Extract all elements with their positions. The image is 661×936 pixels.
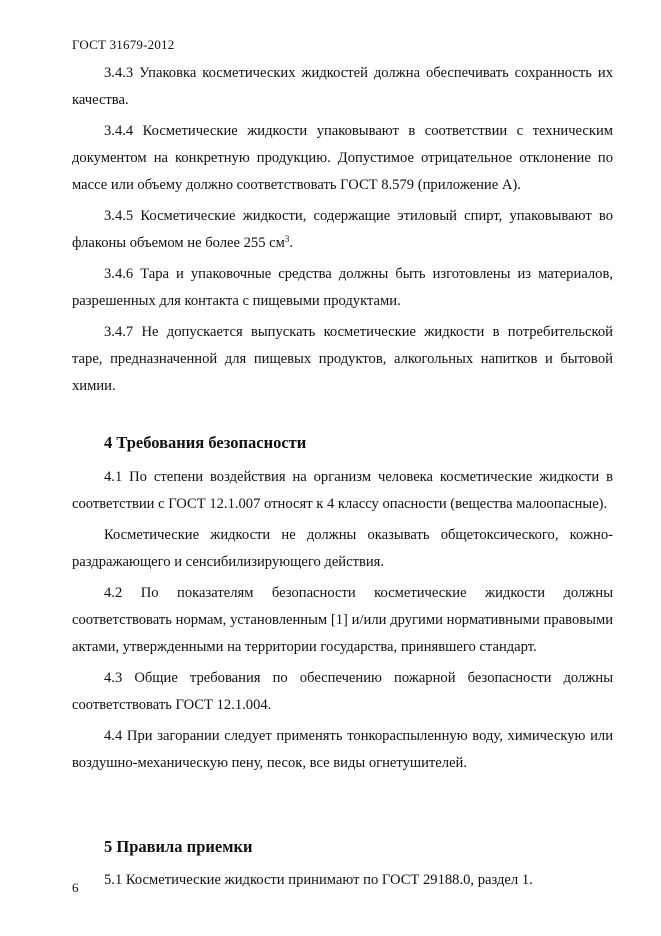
superscript-exponent: 3	[284, 234, 290, 244]
paragraph-3-4-3: 3.4.3 Упаковка косметических жидкостей должна обеспечивать сохранность их качества.	[72, 65, 613, 108]
paragraph-4-1: 4.1 По степени воздействия на организм человека косметические жидкости в соответствии с ГОСТ 12.1.007 относят к 4 классу опасности (вещества малоопасные).	[72, 469, 613, 512]
paragraph-3-4-4: 3.4.4 Косметические жидкости упаковывают в соответствии с техническим документом на конкретную продукцию. Допустимое отрицательное отклонение по массе или объему должно соответствовать ГОСТ 8.579 (приложение А).	[72, 123, 613, 193]
paragraph-3-4-5-end: .	[289, 235, 294, 251]
page-body	[72, 60, 613, 894]
document-header: ГОСТ 31679-2012	[72, 37, 175, 52]
paragraph-3-4-7: 3.4.7 Не допускается выпускать косметические жидкости в потребительской таре, предназначенной для пищевых продуктов, алкогольных напитков и бытовой химии.	[72, 324, 613, 394]
paragraph-3-4-5-text: 3.4.5 Косметические жидкости, содержащие этиловый спирт, упаковывают во флаконы объемом не более 255 см	[72, 208, 613, 251]
paragraph-4-1-continued: Косметические жидкости не должны оказывать общетоксического, кожно-раздражающего и сенсибилизирующего действия.	[72, 527, 613, 570]
paragraph-3-4-6: 3.4.6 Тара и упаковочные средства должны быть изготовлены из материалов, разрешенных для контакта с пищевыми продуктами.	[72, 266, 613, 309]
page-number: 6	[72, 880, 79, 895]
paragraph-3-4-5	[72, 203, 613, 257]
section-heading-4: 4 Требования безопасности	[104, 433, 307, 452]
paragraph-4-3: 4.3 Общие требования по обеспечению пожарной безопасности должны соответствовать ГОСТ 12.1.004.	[72, 670, 613, 713]
paragraph-4-2: 4.2 По показателям безопасности косметические жидкости должны соответствовать нормам, установленным [1] и/или другими нормативными правовыми актами, утвержденными на территории государства, принявшего стандарт.	[72, 585, 613, 655]
paragraph-5-1: 5.1 Косметические жидкости принимают по ГОСТ 29188.0, раздел 1.	[104, 872, 533, 888]
section-heading-5: 5 Правила приемки	[104, 837, 253, 856]
paragraph-4-4: 4.4 При загорании следует применять тонкораспыленную воду, химическую или воздушно-механическую пену, песок, все виды огнетушителей.	[72, 728, 613, 771]
